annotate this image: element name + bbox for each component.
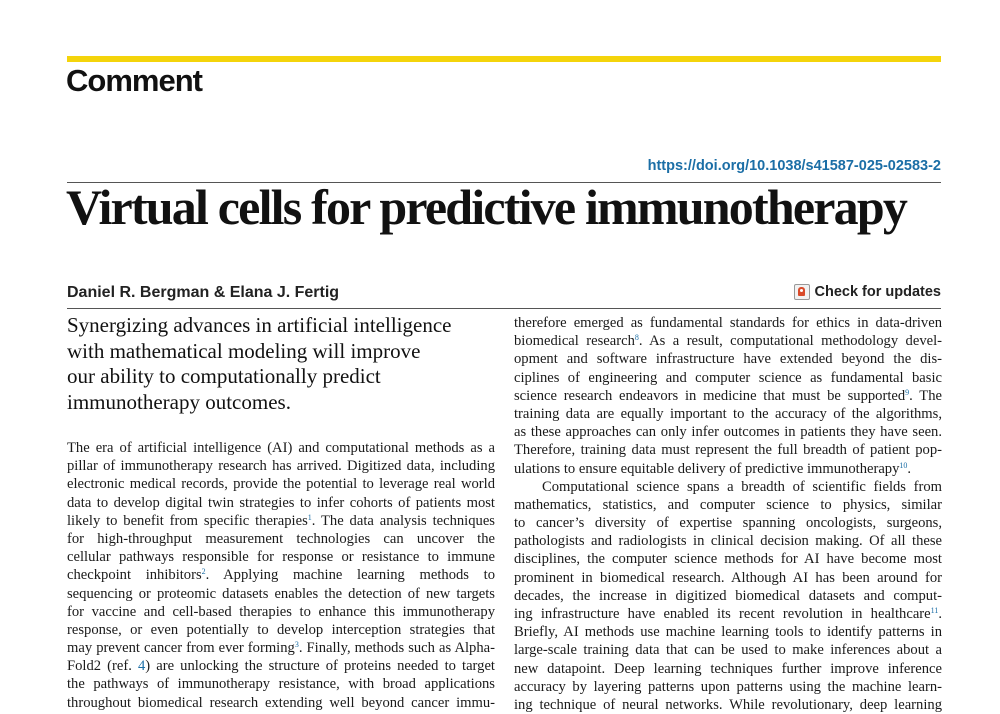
body-text-line: new datapoint. Deep learning techniques further improve inference	[514, 660, 942, 677]
author-list: Daniel R. Bergman & Elana J. Fertig	[67, 284, 340, 301]
body-column-right	[514, 314, 942, 714]
body-text-line: ing infrastructure have enabled its recent revolution in healthcare$^{11}$.	[514, 606, 942, 622]
check-updates-button[interactable]	[794, 284, 942, 300]
body-text-line: disciplines, the computer science methods for AI have become most	[514, 551, 942, 568]
body-text-line: Briefly, AI methods use machine learning tools to identify patterns in	[514, 624, 942, 641]
body-text-line: throughout biomedical research extending well beyond cancer immu-	[67, 694, 495, 711]
body-text-line: The era of artificial intelligence (AI) and computational methods as a	[67, 440, 495, 456]
section-label: Comment	[66, 63, 202, 98]
body-text-line: sequencing or proteomic datasets enables the detection of new targets	[67, 585, 495, 602]
body-text-line: therefore emerged as fundamental standards for ethics in data-driven	[514, 315, 942, 331]
reference-superscript[interactable]: 3	[294, 640, 299, 650]
reference-link[interactable]: 4	[137, 658, 146, 675]
reference-superscript[interactable]: 8	[634, 333, 639, 343]
body-text-line: for vaccine and cell-based therapies to enhance this immunotherapy	[67, 603, 495, 620]
body-text-line: pathologists and radiologists in clinical decision making. Of all these	[514, 533, 942, 550]
standfirst-line: Synergizing advances in artificial intelligence	[67, 313, 452, 337]
reference-superscript[interactable]: 1	[307, 512, 312, 522]
doi-link[interactable]: https://doi.org/10.1038/s41587-025-02583-2	[647, 158, 941, 174]
body-text-line: science research endeavors in medicine that must be supported$^9$. The	[514, 387, 942, 404]
reference-superscript[interactable]: 2	[201, 567, 206, 577]
standfirst	[67, 313, 507, 415]
body-text-line: prominent in biomedical research. Although AI has been around for	[514, 569, 942, 586]
body-text-line: cellular pathways responsible for response or resistance to immune	[67, 549, 495, 566]
standfirst-line: immunotherapy outcomes.	[67, 389, 291, 414]
body-text-line: as these approaches can only infer outcomes in patients they have seen.	[514, 424, 942, 441]
article-title: Virtual cells for predictive immunotherapy	[66, 179, 907, 235]
body-text-line: data to develop digital twin strategies to infer cohorts of patients most	[67, 494, 495, 511]
body-text-line: to cancer’s diversity of expertise spanning oncologists, surgeons,	[514, 515, 942, 532]
reference-superscript[interactable]: 10	[899, 460, 908, 470]
body-text-line: checkpoint inhibitors$^2$. Applying machine learning methods to	[67, 567, 495, 584]
body-text-line: the pathways of immunotherapy resistance, with broad applications	[67, 676, 495, 693]
body-text-line: training data are equally important to the accuracy of the algorithms,	[514, 405, 942, 422]
reference-superscript[interactable]: 9	[905, 387, 910, 397]
body-text-line: ing technique of neural networks. While revolutionary, deep learning	[514, 696, 942, 713]
body-text-line: Computational science spans a breadth of scientific fields from	[542, 478, 942, 495]
body-text-line: ciplines of engineering and computer science as fundamental basic	[514, 369, 942, 386]
body-text-line: large-scale training data that can be used to make inferences about a	[514, 642, 942, 659]
body-text-line: biomedical research$^8$. As a result, computational methodology devel-	[514, 333, 943, 350]
standfirst-line: with mathematical modeling will improve	[67, 338, 421, 363]
body-text-line: ulations to ensure equitable delivery of predictive immunotherapy$^{10}$.	[514, 460, 912, 477]
section-color-bar	[67, 56, 941, 62]
body-column-left	[67, 439, 495, 712]
body-text-line: Fold2 (ref. 4) are unlocking the structure of proteins needed to target	[67, 658, 495, 675]
body-text-line: for high-throughput measurement technologies can uncover the	[67, 530, 495, 547]
standfirst-line: our ability to computationally predict	[67, 364, 381, 388]
body-text-line: pillar of immunotherapy research has arrived. Digitized data, including	[67, 458, 495, 475]
reference-superscript[interactable]: 11	[930, 606, 939, 615]
check-updates-icon	[794, 284, 810, 300]
body-text-line: response, or even potentially to develop interception strategies that	[67, 621, 495, 638]
body-text-line: electronic medical records, provide the potential to leverage real world	[67, 476, 495, 493]
check-updates-label: Check for updates	[814, 284, 941, 300]
body-text-line: decades, the increase in digitized biomedical datasets and comput-	[514, 587, 942, 604]
body-text-line: may prevent cancer from ever forming$^3$. Finally, methods such as Alpha-	[67, 640, 495, 657]
body-text-line: mathematics, statistics, and computer science to physics, similar	[514, 496, 942, 513]
body-text-line: opment and software infrastructure have extended beyond the dis-	[514, 351, 942, 368]
author-rule	[67, 308, 941, 309]
body-text-line: likely to benefit from specific therapies$^1$. The data analysis techniques	[67, 512, 495, 529]
body-text-line: accuracy by layering patterns upon patterns using the machine learn-	[514, 678, 942, 695]
body-text-line: Therefore, training data must represent the full breadth of patient pop-	[514, 442, 942, 459]
